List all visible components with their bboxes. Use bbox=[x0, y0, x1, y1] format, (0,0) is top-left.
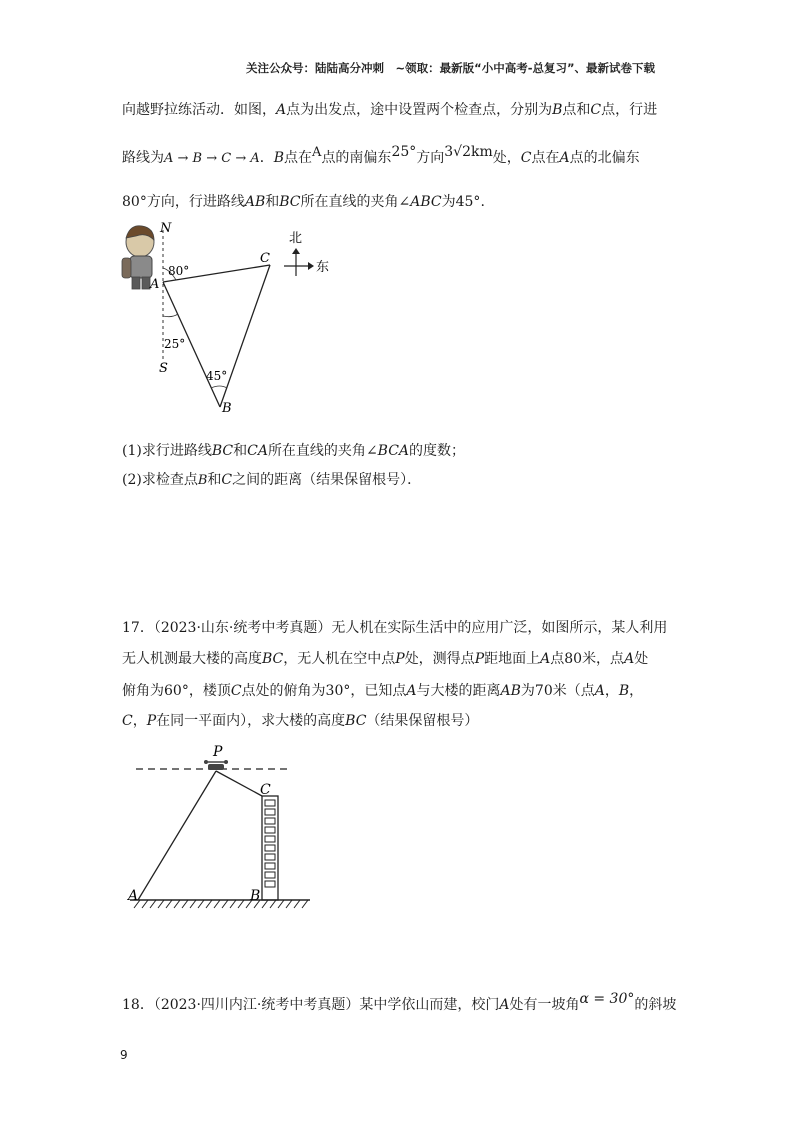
label-80: 80° bbox=[168, 264, 190, 278]
label-c: C bbox=[260, 782, 271, 798]
compass bbox=[284, 231, 329, 276]
page-header: 关注公众号：陆陆高分冲刺 ~领取：最新版“小中高考-总复习”、最新试卷下载 bbox=[246, 61, 656, 75]
page-number: 9 bbox=[120, 1048, 128, 1062]
q16-sub-2: (2)求检查点B和C之间的距离（结果保留根号）． bbox=[122, 472, 422, 488]
segment-pa bbox=[138, 771, 216, 900]
q17-line-4: C，P在同一平面内），求大楼的高度BC（结果保留根号） bbox=[122, 713, 479, 729]
q17-line-3: 俯角为60°，楼顶C点处的俯角为30°，已知点A与大楼的距离AB为70米（点A，B， bbox=[122, 683, 644, 699]
compass-east: 东 bbox=[316, 260, 330, 275]
segment-cb bbox=[220, 265, 270, 407]
q16-line-2: 路线为A → B → C → A．B点在A点的南偏东25°方向3√2km处，C点在A点的北偏东 bbox=[122, 144, 640, 166]
arc-45 bbox=[211, 386, 227, 388]
label-a: A bbox=[128, 888, 139, 904]
q16-figure bbox=[110, 220, 350, 420]
label-c: C bbox=[260, 251, 270, 266]
label-s: S bbox=[159, 361, 168, 376]
q17-line-2: 无人机测最大楼的高度BC，无人机在空中点P处，测得点P距地面上A点80米，点A处 bbox=[122, 651, 649, 667]
label-a: A bbox=[150, 277, 160, 292]
q17-line-1: 17．（2023·山东·统考中考真题）无人机在实际生活中的应用广泛，如图所示，某人利用 bbox=[122, 620, 668, 636]
label-b: B bbox=[222, 401, 232, 416]
label-n: N bbox=[160, 221, 172, 236]
compass-north: 北 bbox=[289, 231, 303, 246]
q16-line-1: 向越野拉练活动．如图，A点为出发点，途中设置两个检查点，分别为B点和C点，行进 bbox=[122, 102, 658, 118]
q17-figure bbox=[120, 740, 320, 915]
arc-25 bbox=[163, 314, 178, 317]
q16-sub-1: (1)求行进路线BC和CA所在直线的夹角∠BCA的度数； bbox=[122, 443, 466, 459]
label-25: 25° bbox=[164, 337, 186, 351]
label-p: P bbox=[213, 744, 223, 760]
label-45: 45° bbox=[206, 369, 228, 383]
segment-pc bbox=[216, 771, 262, 796]
q16-line-3: 80°方向，行进路线AB和BC所在直线的夹角∠ABC为45°. bbox=[122, 194, 485, 210]
label-b: B bbox=[250, 888, 261, 904]
q18-line-1: 18．（2023·四川内江·统考中考真题）某中学依山而建，校门A处有一坡角α = 30°的斜坡 bbox=[122, 991, 677, 1013]
building bbox=[262, 796, 278, 900]
ground-hatching bbox=[134, 900, 308, 908]
